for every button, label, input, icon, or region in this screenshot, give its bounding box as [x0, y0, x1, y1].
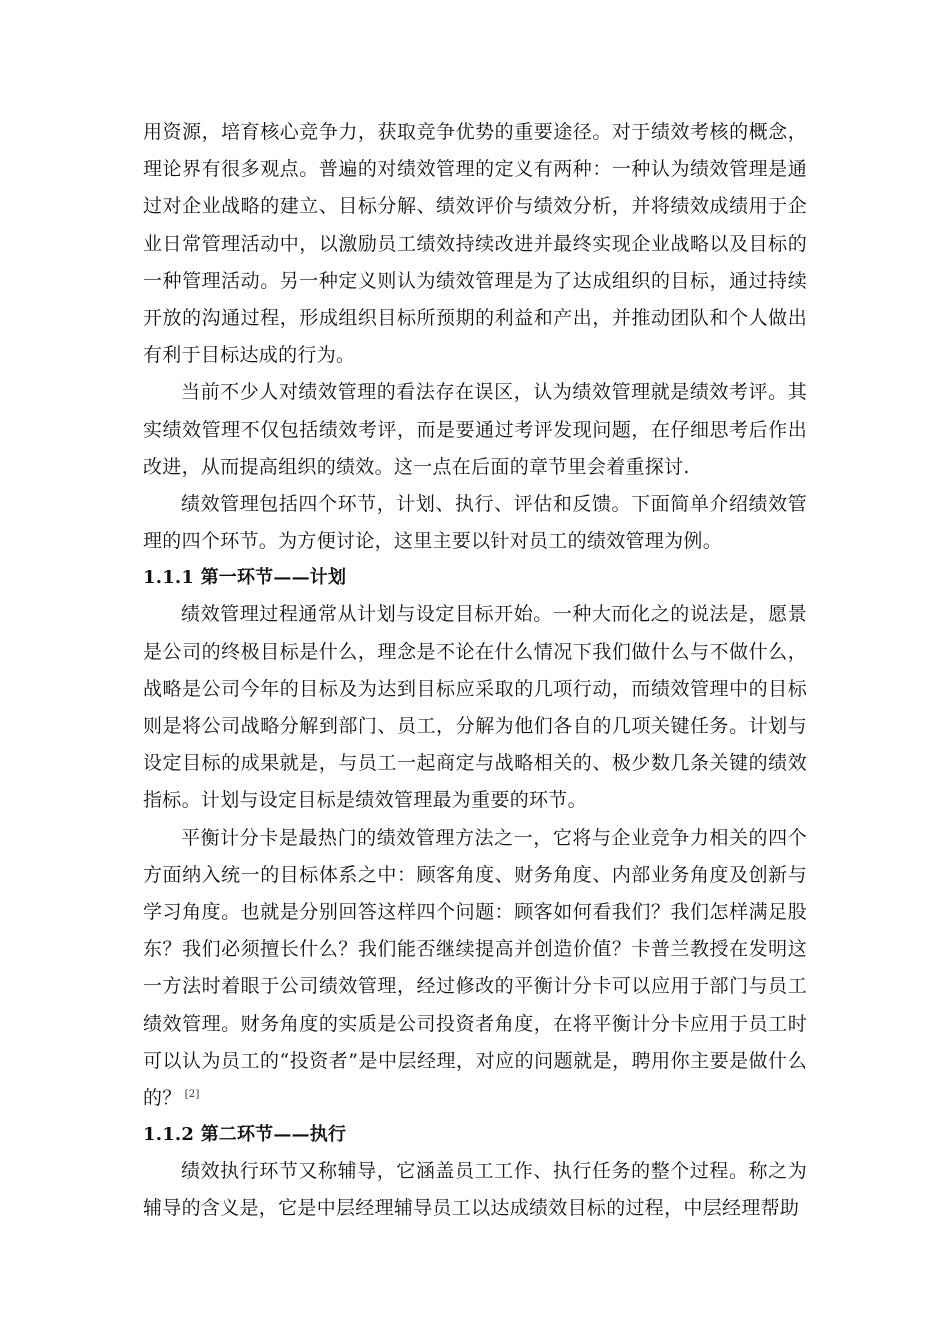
citation-reference: [2] [184, 1088, 200, 1100]
document-body [143, 114, 807, 1228]
paragraph-performance-definition: 用资源，培育核心竞争力，获取竞争优势的重要途径。对于绩效考核的概念，理论界有很多观点。普遍的对绩效管理的定义有两种：一种认为绩效管理是通过对企业战略的建立、目标分解、绩效评价与绩效分析，并将绩效成绩用于企业日常管理活动中，以激励员工绩效持续改进并最终实现企业战略以及目标的一种管理活动。另一种定义则认为绩效管理是为了达成组织的目标，通过持续开放的沟通过程，形成组织目标所预期的利益和产出，并推动团队和个人做出有利于目标达成的行为。 [143, 121, 807, 367]
paragraph-balanced-scorecard [143, 820, 807, 1118]
section-heading-execution: 1.1.2 第二环节——执行 [143, 1124, 347, 1146]
section-heading-planning: 1.1.1 第一环节——计划 [143, 567, 347, 589]
paragraph-execution: 绩效执行环节又称辅导，它涵盖员工工作、执行任务的整个过程。称之为辅导的含义是，它是中层经理辅导员工以达成绩效目标的过程，中层经理帮助 [143, 1160, 807, 1220]
paragraph-misconception: 当前不少人对绩效管理的看法存在误区，认为绩效管理就是绩效考评。其实绩效管理不仅包括绩效考评，而是要通过考评发现问题，在仔细思考后作出改进，从而提高组织的绩效。这一点在后面的章节里会着重探讨. [143, 381, 807, 478]
paragraph-planning: 绩效管理过程通常从计划与设定目标开始。一种大而化之的说法是，愿景是公司的终极目标是什么，理念是不论在什么情况下我们做什么与不做什么，战略是公司今年的目标及为达到目标应采取的几项行动，而绩效管理中的目标则是将公司战略分解到部门、员工，分解为他们各自的几项关键任务。计划与设定目标的成果就是，与员工一起商定与战略相关的、极少数几条关键的绩效指标。计划与设定目标是绩效管理最为重要的环节。 [143, 603, 807, 812]
balanced-scorecard-text: 平衡计分卡是最热门的绩效管理方法之一，它将与企业竞争力相关的四个方面纳入统一的目标体系之中：顾客角度、财务角度、内部业务角度及创新与学习角度。也就是分别回答这样四个问题：顾客如何看我们？我们怎样满足股东？我们必须擅长什么？我们能否继续提高并创造价值？卡普兰教授在发明这一方法时着眼于公司绩效管理，经过修改的平衡计分卡可以应用于部门与员工绩效管理。财务角度的实质是公司投资者角度，在将平衡计分卡应用于员工时可以认为员工的“投资者”是中层经理，对应的问题就是，聘用你主要是做什么的？ [143, 826, 807, 1110]
paragraph-four-stages: 绩效管理包括四个环节，计划、执行、评估和反馈。下面简单介绍绩效管理的四个环节。为方便讨论，这里主要以针对员工的绩效管理为例。 [143, 493, 807, 553]
